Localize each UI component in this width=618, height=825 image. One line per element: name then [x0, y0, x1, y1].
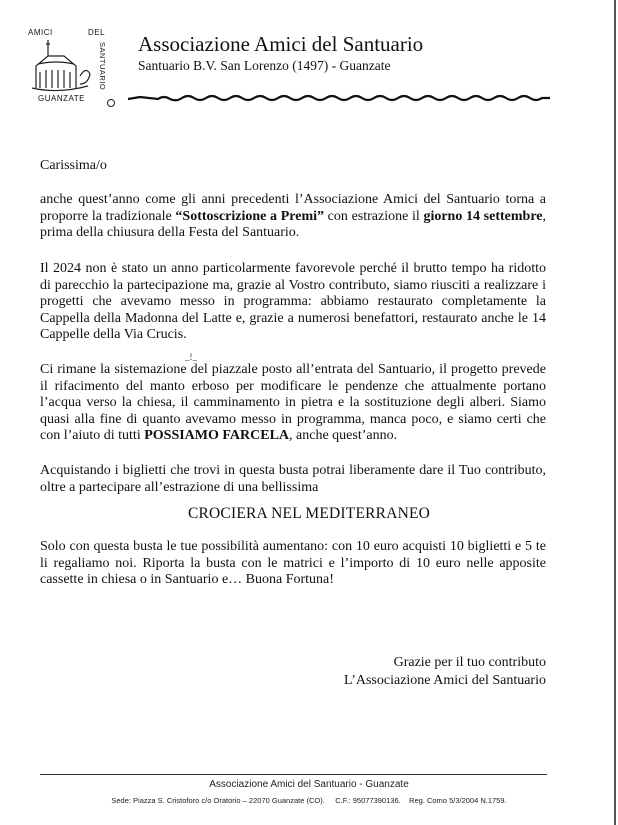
- signature-line-2: L’Associazione Amici del Santuario: [343, 673, 546, 688]
- scan-edge: [614, 0, 616, 825]
- footer-address: Sede: Piazza S. Cristoforo c/o Oratorio – 22070 Guanzate (CO).: [111, 796, 325, 805]
- p1-text-c: con estrazione il: [324, 208, 424, 224]
- decorative-wave-line: [128, 92, 550, 104]
- p3-text-a: Ci rimane la sistemazione del piazzale posto all’entrata del Santuario, il progetto prevede il rifacimento del manto erboso per modificare le pendenze che attualmente portano l’acqua verso la chiesa, il camminamento in pietra e la sostituzione degli alberi. Siamo quasi alla fine di quanto avevamo messo in programma, manca poco, e siamo certi che con l’aiuto di tutti: [40, 362, 546, 443]
- footer-title: Associazione Amici del Santuario - Guanzate: [209, 779, 409, 790]
- margin-mark: _!_: [185, 352, 197, 362]
- footer-registration: Reg. Como 5/3/2004 N.1759.: [409, 796, 507, 805]
- p3-emphasis: POSSIAMO FARCELA: [144, 428, 290, 443]
- church-drawing-icon: [28, 36, 98, 98]
- p1-text-e: , prima della chiusura della Festa del Santuario.: [40, 208, 546, 240]
- logo-text-amici: AMICI: [28, 28, 53, 37]
- p1-text-a: anche quest’anno come gli anni precedenti l’Associazione Amici del Santuario torna a proporre la tradizionale: [40, 192, 546, 224]
- organization-subtitle: Santuario B.V. San Lorenzo (1497) - Guanzate: [138, 58, 391, 73]
- prize-title: CROCIERA NEL MEDITERRANEO: [187, 505, 431, 522]
- p3-text-c: , anche quest’anno.: [289, 428, 398, 443]
- paragraph-1: [40, 192, 546, 242]
- association-logo: [28, 28, 118, 106]
- paragraph-5: Solo con questa busta le tue possibilità aumentano: con 10 euro acquisti 10 biglietti e 5 te li regaliamo noi. Riporta la busta con le matrici e l’importo di 10 euro nelle apposite cassette in chiesa o in Santuario e… Buona Fortuna!: [40, 539, 546, 587]
- organization-title: Associazione Amici del Santuario: [138, 32, 424, 56]
- footer-tax-code: C.F.: 95077390136.: [335, 796, 401, 805]
- p1-date: giorno 14 settembre: [423, 208, 543, 224]
- logo-text-del: DEL: [88, 28, 106, 37]
- logo-text-guanzate: GUANZATE: [38, 94, 85, 103]
- paragraph-4: Acquistando i biglietti che trovi in questa busta potrai liberamente dare il Tuo contributo, oltre a partecipare all’estrazione di una bellissima: [40, 463, 546, 495]
- paragraph-2: Il 2024 non è stato un anno particolarmente favorevole perché il brutto tempo ha ridotto di parecchio la partecipazione ma, grazie al Vostro contributo, siamo riusciti a realizzare i progetti che avevamo messo in programma: abbiamo restaurato completamente la Cappella della Madonna del Latte e, grazie a numerosi benefattori, restaurato anche le 14 Cappelle della Via Crucis.: [40, 261, 546, 342]
- p1-event-name: “Sottoscrizione a Premi”: [175, 208, 325, 224]
- paragraph-3: [40, 362, 546, 445]
- salutation: Carissima/o: [40, 158, 107, 173]
- footer-details: [0, 796, 618, 805]
- signature-line-1: Grazie per il tuo contributo: [393, 655, 546, 670]
- logo-text-santuario: SANTUARIO: [98, 42, 107, 91]
- footer-divider: [40, 774, 547, 775]
- logo-circle-icon: [106, 98, 116, 108]
